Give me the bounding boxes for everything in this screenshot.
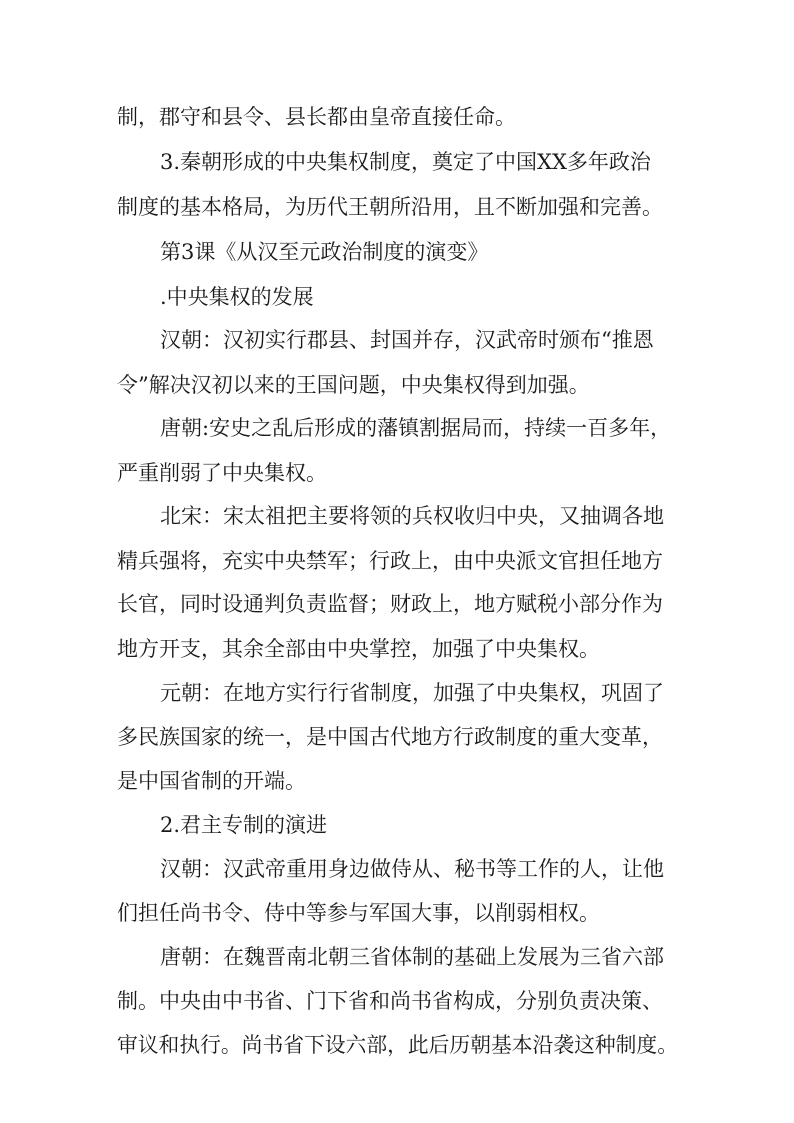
text-line: 元朝：在地方实行行省制度，加强了中央集权，巩固了	[160, 681, 664, 705]
text-line: 汉朝：汉初实行郡县、封国并存，汉武帝时颁布“推恩	[160, 328, 654, 352]
text-line: 长官，同时设通判负责监督；财政上，地方赋税小部分作为	[117, 592, 663, 616]
text-line: 审议和执行。尚书省下设六部，此后历朝基本沿袭这种制度。	[117, 1033, 678, 1057]
text-line: 3.秦朝形成的中央集权制度，奠定了中国XX多年政治	[160, 150, 651, 174]
text-line: 唐朝：在魏晋南北朝三省体制的基础上发展为三省六部	[160, 945, 664, 969]
text-line: 令”解决汉初以来的王国问题，中央集权得到加强。	[117, 373, 590, 397]
text-line: 们担任尚书令、侍中等参与军国大事，以削弱相权。	[117, 901, 600, 925]
subsection-heading: 2.君主专制的演进	[160, 813, 328, 837]
text-line: 严重削弱了中央集权。	[117, 461, 327, 485]
text-line: 汉朝：汉武帝重用身边做侍从、秘书等工作的人，让他	[160, 857, 664, 881]
text-line: 北宋：宋太祖把主要将领的兵权收归中央，又抽调各地	[160, 504, 664, 528]
text-line: 制。中央由中书省、门下省和尚书省构成，分别负责决策、	[117, 989, 663, 1013]
text-line: 制度的基本格局，为历代王朝所沿用，且不断加强和完善。	[117, 195, 663, 219]
text-line: 精兵强将，充实中央禁军；行政上，由中央派文官担任地方	[117, 549, 663, 573]
subsection-heading: .中央集权的发展	[160, 285, 314, 309]
text-line: 多民族国家的统一，是中国古代地方行政制度的重大变革，	[117, 725, 663, 749]
text-line: 地方开支，其余全部由中央掌控，加强了中央集权。	[117, 637, 600, 661]
text-line: 制，郡守和县令、县长都由皇帝直接任命。	[117, 105, 516, 129]
text-line: 是中国省制的开端。	[117, 769, 306, 793]
section-heading: 第3课《从汉至元政治制度的演变》	[160, 240, 489, 264]
text-line: 唐朝:安史之乱后形成的藩镇割据局而，持续一百多年，	[160, 416, 672, 440]
